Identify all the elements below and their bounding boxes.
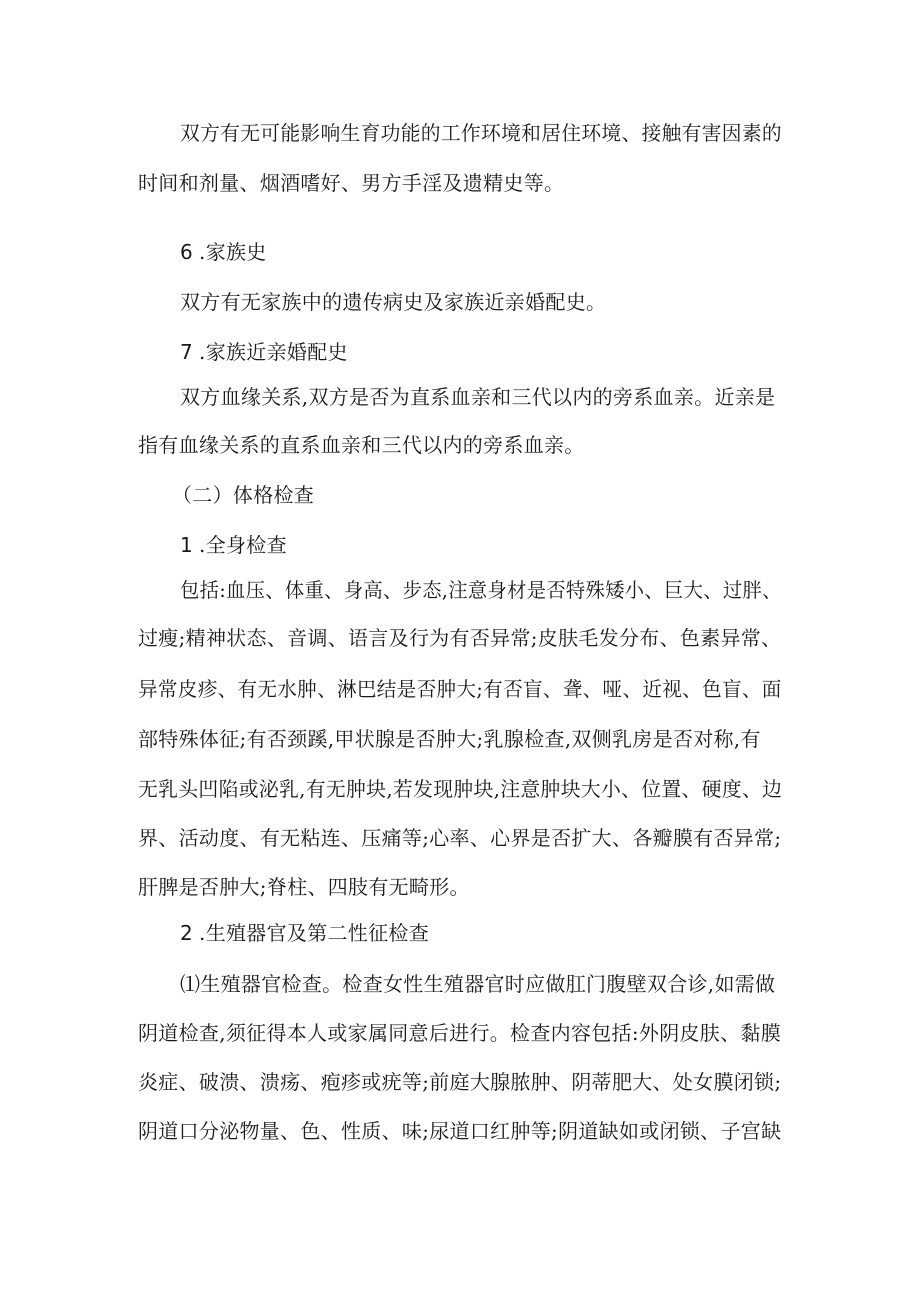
subsection-title: （二）体格检查 <box>172 483 315 507</box>
paragraph-line: 过瘦;精神状态、音调、语言及行为有否异常;皮肤毛发分布、色素异常、 <box>138 626 782 650</box>
section-heading-6 <box>180 238 267 266</box>
section-heading-7 <box>180 338 348 366</box>
paragraph-line: 无乳头凹陷或泌乳,有无肿块,若发现肿块,注意肿块大小、位置、硬度、边 <box>138 777 783 801</box>
section-heading-1 <box>180 531 287 559</box>
paragraph-line: 双方血缘关系,双方是否为直系血亲和三代以内的旁系血亲。近亲是 <box>180 385 776 409</box>
heading-text: .家族近亲婚配史 <box>199 340 348 364</box>
paragraph-line: 指有血缘关系的直系血亲和三代以内的旁系血亲。 <box>138 433 585 457</box>
heading-text: .家族史 <box>199 240 267 264</box>
paragraph-line: 阴道口分泌物量、色、性质、味;尿道口红肿等;阴道缺如或闭锁、子宫缺 <box>138 1119 782 1143</box>
heading-text: .生殖器官及第二性征检查 <box>199 921 429 945</box>
paragraph-line: 阴道检查,须征得本人或家属同意后进行。检查内容包括:外阴皮肤、黏膜 <box>138 1021 781 1045</box>
paragraph-line: 炎症、破溃、溃疡、疱疹或疣等;前庭大腺脓肿、阴蒂肥大、处女膜闭锁; <box>138 1070 782 1094</box>
paragraph-line: 部特殊体征;有否颈蹊,甲状腺是否肿大;乳腺检查,双侧乳房是否对称,有 <box>138 727 761 751</box>
section-heading-2 <box>180 919 429 947</box>
paragraph-line: 双方有无家族中的遗传病史及家族近亲婚配史。 <box>180 290 607 314</box>
heading-number: 7 <box>180 340 194 364</box>
heading-text: .全身检查 <box>199 533 287 557</box>
paragraph-line: 肝脾是否肿大;脊柱、四肢有无畸形。 <box>138 875 470 899</box>
paragraph-line: 异常皮疹、有无水肿、淋巴结是否肿大;有否盲、聋、哑、近视、色盲、面 <box>138 677 782 701</box>
paragraph-line: 时间和剂量、烟酒嗜好、男方手淫及遗精史等。 <box>138 171 565 195</box>
paragraph-line: ⑴生殖器官检查。检查女性生殖器官时应做肛门腹壁双合诊,如需做 <box>180 972 776 996</box>
paragraph-line: 包括:血压、体重、身高、步态,注意身材是否特殊矮小、巨大、过胖、 <box>180 578 782 602</box>
paragraph-line: 界、活动度、有无粘连、压痛等;心率、心界是否扩大、各瓣膜有否异常; <box>138 826 782 850</box>
paragraph-line: 双方有无可能影响生育功能的工作环境和居住环境、接触有害因素的 <box>180 121 782 145</box>
heading-number: 1 <box>180 533 194 557</box>
heading-number: 6 <box>180 240 194 264</box>
heading-number: 2 <box>180 921 194 945</box>
